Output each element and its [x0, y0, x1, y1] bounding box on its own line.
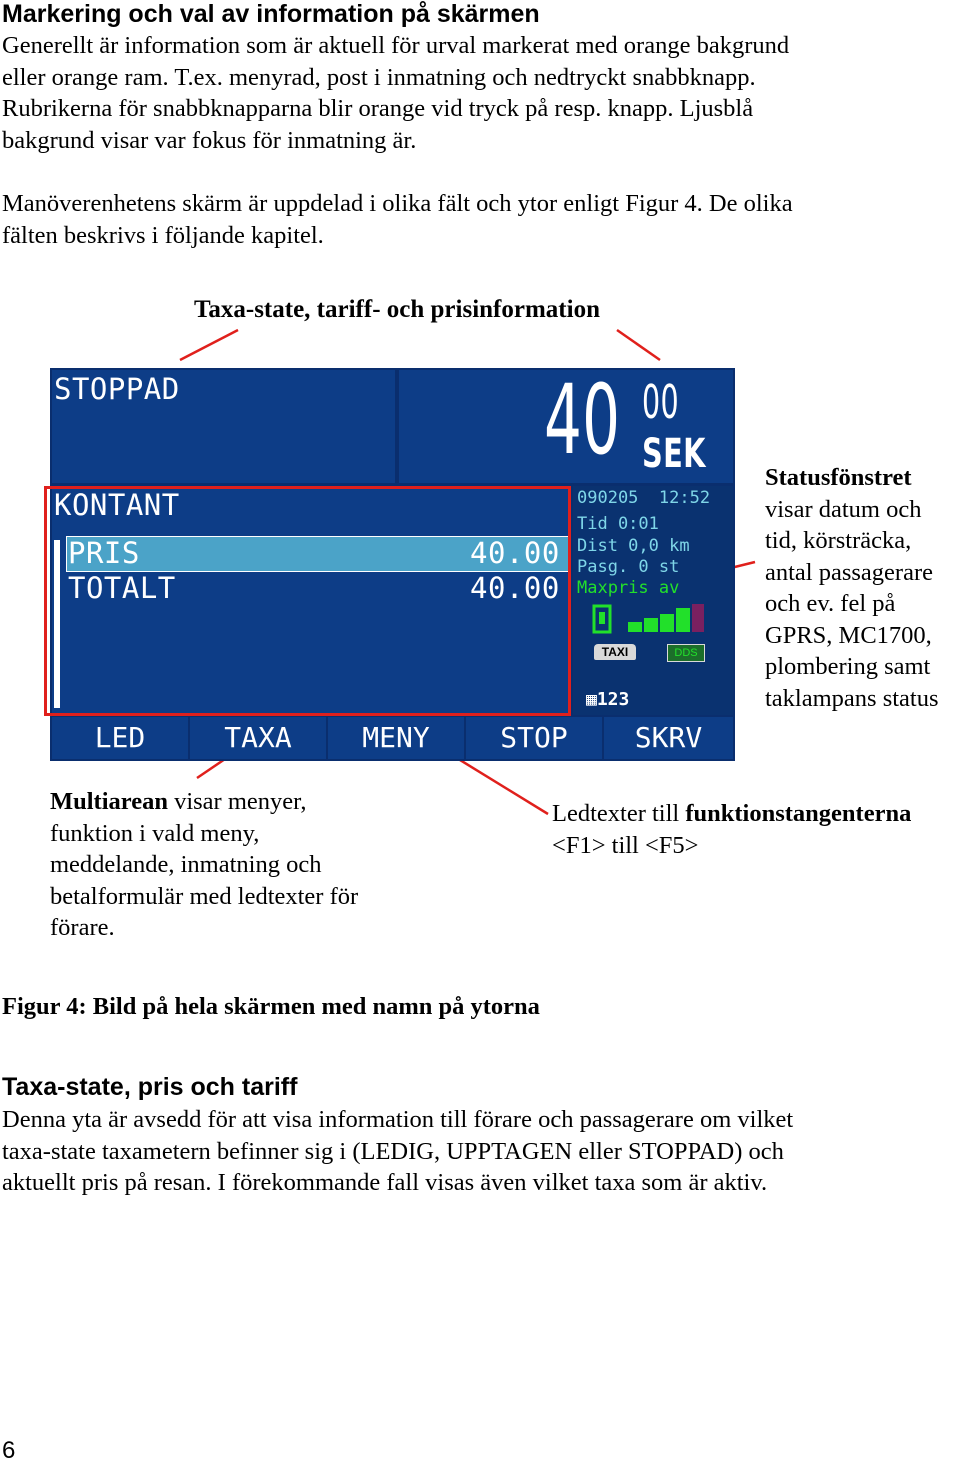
caption-title: Statusfönstret [765, 464, 912, 491]
text-line: och ev. fel på [765, 590, 896, 617]
text-line: bakgrund visar var fokus för inmatning är. [2, 126, 417, 154]
page-number: 6 [2, 1437, 16, 1464]
text-line: aktuellt pris på resan. I förekommande fall visas även vilket taxa som är aktiv. [2, 1169, 768, 1196]
signal-strength-icon [590, 602, 710, 638]
text-line: Generellt är information som är aktuell för urval markerat med orange bakgrund [2, 32, 790, 59]
figure-caption: Figur 4: Bild på hela skärmen med namn på ytorna [2, 993, 540, 1020]
text-line: visar datum och [765, 495, 922, 523]
text-line: Denna yta är avsedd för att visa information till förare och passagerare om vilket [2, 1106, 794, 1133]
status-time: Tid 0:01 [577, 514, 659, 534]
status-maxprice: Maxpris av [577, 578, 680, 598]
taxa-state-text: STOPPAD [54, 372, 180, 406]
taxi-light-icon: TAXI [594, 644, 636, 660]
text-line: antal passagerare [765, 558, 933, 586]
caption-title: funktionstangenterna [685, 800, 912, 827]
paragraph-taxa-state [2, 1104, 793, 1199]
text-line: Ledtexter till funktionstangenterna [552, 800, 912, 827]
text-line: Manöverenhetens skärm är uppdelad i olika fält och ytor enligt Figur 4. De olika [2, 190, 793, 217]
function-key-f2[interactable]: TAXA [190, 717, 326, 759]
text-line: eller orange ram. T.ex. menyrad, post i inmatning och nedtryckt snabbknapp. [2, 63, 756, 91]
text-line: meddelande, inmatning och [50, 851, 322, 878]
text-line: betalformulär med ledtexter för [50, 882, 359, 910]
row-label-pris: PRIS [68, 536, 140, 570]
price-main: 40 [544, 364, 621, 476]
text-line: förare. [50, 914, 115, 941]
section-heading-marking: Markering och val av information på skärmen [2, 0, 540, 28]
row-label-totalt: TOTALT [68, 571, 176, 605]
function-keys-caption [552, 798, 911, 861]
row-value-totalt: 40.00 [470, 571, 560, 605]
text-line: funktion i vald meny, [50, 819, 260, 847]
status-datetime: 090205 12:52 [577, 488, 711, 508]
figure-top-label: Taxa-state, tariff- och prisinformation [194, 296, 600, 323]
dds-icon: DDS [667, 644, 705, 662]
text-line: GPRS, MC1700, [765, 621, 932, 649]
multi-area-caption [50, 786, 358, 944]
function-key-f1[interactable]: LED [52, 717, 188, 759]
text-line: taklampans status [765, 684, 939, 712]
payment-type: KONTANT [54, 488, 180, 522]
price-decimals: 00 [642, 375, 679, 429]
text-line: plombering samt [765, 653, 931, 680]
caption-title: Multiarean [50, 788, 168, 815]
text-line: <F1> till <F5> [552, 831, 699, 859]
function-key-f5[interactable]: SKRV [604, 717, 733, 759]
section-heading-taxa-state: Taxa-state, pris och tariff [2, 1073, 298, 1101]
text-line: Rubrikerna för snabbknapparna blir orange vid tryck på resp. knapp. Ljusblå [2, 95, 754, 122]
multi-area-highlight-frame [44, 486, 571, 716]
keypad-icon: ▦ [586, 689, 597, 710]
function-key-f4[interactable]: STOP [466, 717, 602, 759]
text-line: Multiarean visar menyer, [50, 788, 307, 815]
status-passengers: Pasg. 0 st [577, 557, 680, 577]
function-key-f3[interactable]: MENY [328, 717, 464, 759]
text-line: taxa-state taxametern befinner sig i (LEDIG, UPPTAGEN eller STOPPAD) och [2, 1137, 784, 1165]
keypad-indicator: ▦123 [586, 689, 630, 710]
currency: SEK [642, 431, 706, 477]
text-line: fälten beskrivs i följande kapitel. [2, 221, 324, 249]
row-value-pris: 40.00 [470, 536, 560, 570]
text-line: tid, körsträcka, [765, 527, 912, 554]
status-window-caption [765, 462, 939, 714]
status-distance: Dist 0,0 km [577, 536, 690, 556]
